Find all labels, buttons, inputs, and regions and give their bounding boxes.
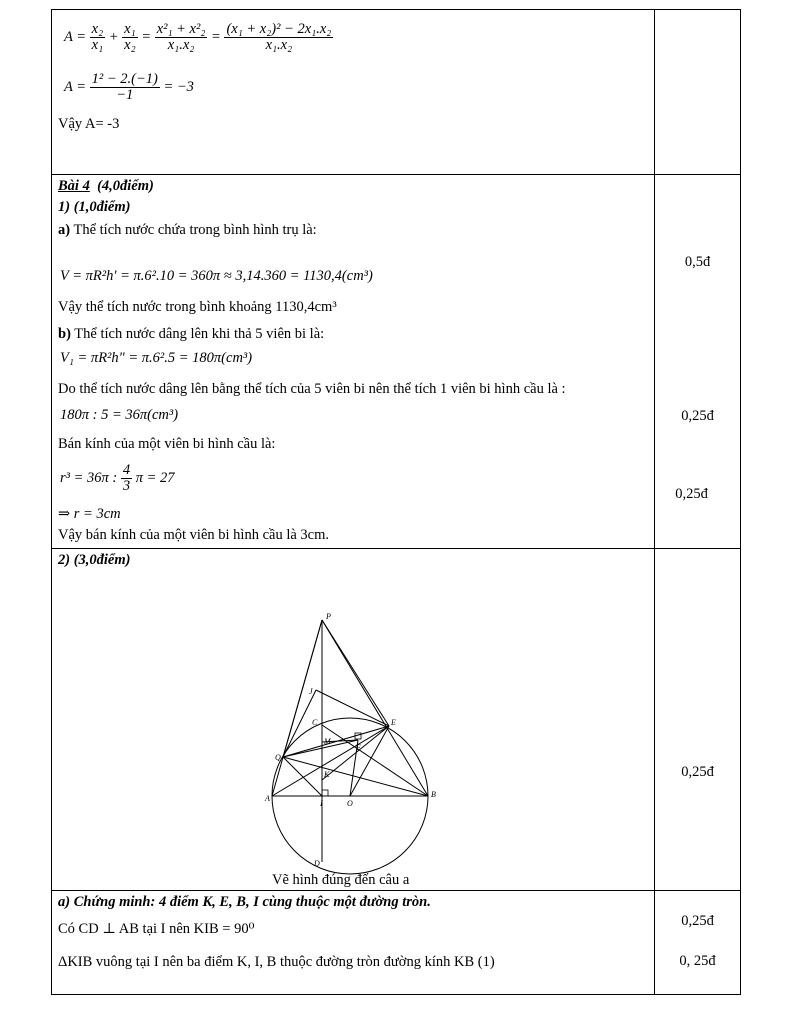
score-4: 0,25đ [681, 764, 714, 780]
question-1b-conclusion: Vậy bán kính của một viên bi hình cầu là 3cm. [58, 527, 329, 543]
formula-A-expansion: A = $\frac{\text{x₂}}{\text{x₁}}$ + $\frac{\text{x₁}}{\text{x₂}}$ = $\frac{\text{x²₁ + x²₂}}{\text{x₁.x₂}}$ = $\frac{\text{(x₁ + x₂)² − 2x₁.x₂}}{\text{x₁.x₂}}$ [64, 21, 332, 53]
score-2: 0,25đ [681, 408, 714, 424]
score-5: 0,25đ [681, 913, 714, 929]
question-1b-line2: Do thể tích nước dâng lên bằng thể tích của 5 viên bi nên thể tích 1 viên bi hình cầu là : [58, 381, 566, 397]
label-A: A [265, 794, 270, 803]
label-O: O [347, 799, 353, 808]
label-E: E [391, 718, 396, 727]
score-6: 0, 25đ [679, 953, 716, 969]
formula-radius: ⇒ r = 3cm [58, 506, 121, 522]
question-1b-text: b) Thể tích nước dâng lên khi thả 5 viên bi là: [58, 326, 325, 342]
score-3: 0,25đ [675, 486, 708, 502]
question-1a-conclusion: Vậy thể tích nước trong bình khoảng 1130,4cm³ [58, 299, 337, 315]
label-K: K [324, 770, 330, 779]
right-angle-I [322, 790, 328, 796]
label-F: F [356, 743, 361, 752]
figure-caption: Vẽ hình đúng đến câu a [272, 872, 410, 888]
formula-volume-rise: V₁ = πR²h" = π.6².5 = 180π(cm³) [60, 350, 253, 366]
segment-QI [283, 757, 322, 796]
label-B: B [431, 790, 436, 799]
problem-4-title: Bài 4 (4,0điểm) [58, 178, 154, 194]
formula-one-ball-volume: 180π : 5 = 36π(cm³) [60, 407, 179, 423]
question-1b-line3: Bán kính của một viên bi hình cầu là: [58, 436, 276, 452]
segment-OE [350, 726, 389, 796]
formula-radius-cubed: r³ = 36π : $\frac{4}{3}$ π = 27 [60, 462, 175, 494]
segment-CB [322, 725, 428, 796]
question-2-title: 2) (3,0điểm) [58, 552, 131, 568]
segment-QF [283, 740, 358, 757]
formula-volume-cylinder: V = πR²h' = π.6².10 = 360π ≈ 3,14.360 = 1130,4(cm³) [60, 268, 373, 284]
label-D: D [314, 859, 320, 868]
question-1-title: 1) (1,0điểm) [58, 199, 131, 215]
segment-KE [322, 726, 389, 780]
label-M: M [324, 737, 331, 746]
label-J: J [309, 687, 313, 696]
question-2a-line2: ΔKIB vuông tại I nên ba điểm K, I, B thuộc đường tròn đường kính KB (1) [58, 954, 495, 970]
label-Q: Q [275, 753, 281, 762]
question-2a-line1: Có CD ⊥ AB tại I nên KIB = 90⁰ [58, 921, 255, 937]
part3-conclusion: Vậy A= -3 [58, 116, 120, 132]
segment-PQ [283, 620, 322, 757]
label-I: I [320, 799, 323, 808]
label-C: C [312, 718, 318, 727]
question-1a-text: a) Thể tích nước chứa trong bình hình trụ là: [58, 222, 317, 238]
formula-A-value: A = $\frac{\text{1² − 2.(−1)}}{-1}$ = −3 [64, 71, 194, 103]
question-2a-title: a) Chứng minh: 4 điểm K, E, B, I cùng thuộc một đường tròn. [58, 894, 431, 910]
segment-PB [322, 620, 428, 796]
segment-PE [322, 620, 389, 726]
label-P: P [326, 612, 331, 621]
score-1: 0,5đ [684, 254, 711, 270]
